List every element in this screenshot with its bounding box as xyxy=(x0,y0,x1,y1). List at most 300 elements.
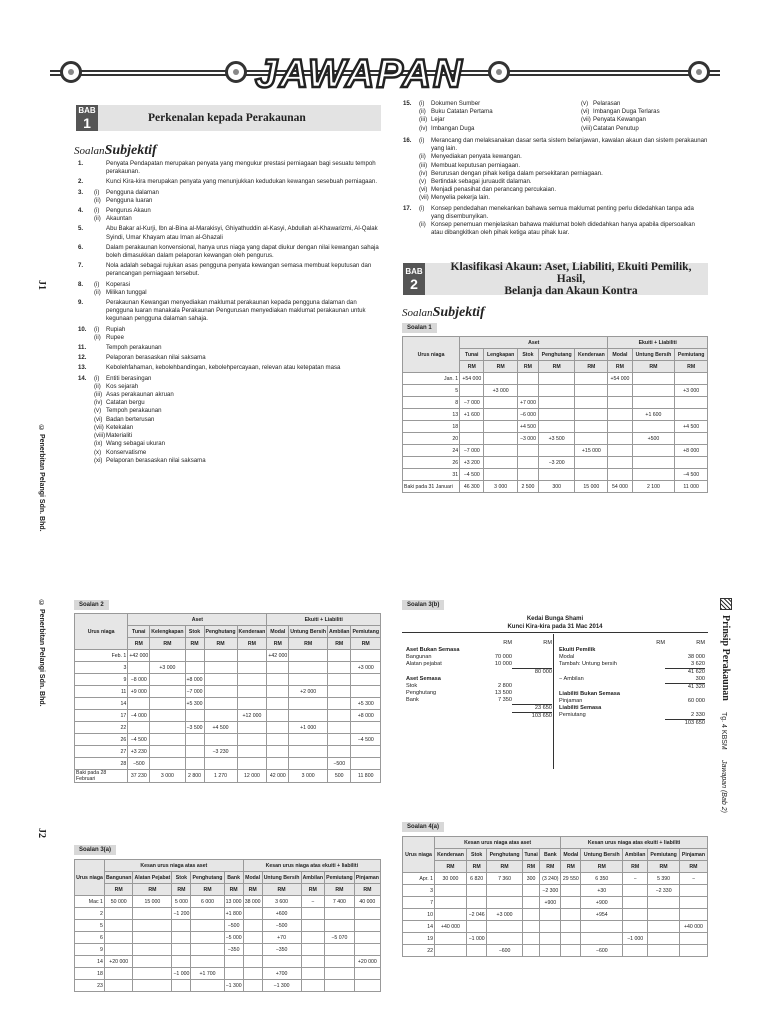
unit-cell: RM xyxy=(301,884,325,896)
table-cell xyxy=(679,933,707,945)
balance-value: 38 000 xyxy=(687,654,705,660)
table-cell xyxy=(185,710,204,722)
table-cell xyxy=(267,746,289,758)
table-cell: 17 xyxy=(75,710,128,722)
table-cell: +30 xyxy=(581,885,623,897)
table-cell xyxy=(623,885,648,897)
balance-label xyxy=(559,719,625,727)
table-cell: −600 xyxy=(581,945,623,957)
table-cell: 6 820 xyxy=(466,873,486,885)
balance-label: Liabiliti Semasa xyxy=(559,705,602,711)
table-cell: 50 000 xyxy=(104,896,133,908)
table-cell xyxy=(517,445,538,457)
table-cell xyxy=(608,409,632,421)
table-cell: (3 240) xyxy=(540,873,561,885)
list-item xyxy=(78,344,380,352)
table-header-row xyxy=(75,860,381,872)
table-cell: +3 000 xyxy=(487,909,522,921)
table-cell: Baki pada 28 Februari xyxy=(75,770,128,783)
table-cell xyxy=(237,686,267,698)
table-row xyxy=(403,445,708,457)
item-subnumber: (vi) xyxy=(419,186,428,194)
table-cell xyxy=(325,944,355,956)
list-item xyxy=(78,281,380,289)
list-item xyxy=(78,289,380,297)
table-cell xyxy=(150,722,185,734)
table-cell xyxy=(289,662,328,674)
balance-value xyxy=(512,697,552,704)
balance-value xyxy=(472,647,512,654)
item-subnumber: (ii) xyxy=(94,288,101,296)
table-cell: +900 xyxy=(540,897,561,909)
table-cell: −350 xyxy=(262,944,301,956)
table-cell xyxy=(325,920,355,932)
table-header-row xyxy=(75,872,381,884)
table-row xyxy=(403,909,708,921)
column-header-cell: Bank xyxy=(224,872,243,884)
table-cell: +5 300 xyxy=(351,698,381,710)
table-cell: +42 000 xyxy=(128,650,150,662)
table-cell: 38 000 xyxy=(243,896,262,908)
balance-value: 2 330 xyxy=(691,712,705,718)
table-cell xyxy=(301,920,325,932)
item-number xyxy=(403,170,419,178)
table-cell xyxy=(623,897,648,909)
list-item xyxy=(78,334,380,342)
table-cell: −350 xyxy=(224,944,243,956)
table-cell: +3 230 xyxy=(128,746,150,758)
group-header-cell: Ekuiti + Liabiliti xyxy=(267,614,381,626)
table-cell xyxy=(434,933,466,945)
unit-cell: RM xyxy=(204,638,237,650)
table-row xyxy=(75,662,381,674)
column-header-cell: Ambilan xyxy=(301,872,325,884)
table-cell: Baki pada 31 Januari xyxy=(403,481,460,493)
table-cell xyxy=(522,885,540,897)
balance-value xyxy=(665,705,705,712)
list-item xyxy=(403,100,708,108)
unit-cell: RM xyxy=(172,884,191,896)
table-cell xyxy=(561,885,581,897)
group-header-cell: Aset xyxy=(128,614,267,626)
column-header-cell: Pemiutang xyxy=(648,849,680,861)
table-cell xyxy=(191,956,224,968)
table-cell: −500 xyxy=(128,758,150,770)
chapter-2-band xyxy=(403,263,708,295)
balance-value: 10 000 xyxy=(494,661,512,667)
item-subnumber: (iv) xyxy=(94,399,103,407)
table-cell xyxy=(608,457,632,469)
item-number: 6. xyxy=(78,243,84,251)
item-subnumber: (ii) xyxy=(94,333,101,341)
column-header-cell: Stok xyxy=(185,626,204,638)
table-cell: −4 500 xyxy=(675,469,708,481)
table-cell xyxy=(517,373,538,385)
column-header-cell: Pinjaman xyxy=(679,849,707,861)
table-cell: 3 600 xyxy=(262,896,301,908)
balance-label: Alatan pejabat xyxy=(406,661,442,667)
table-cell: +20 000 xyxy=(104,956,133,968)
spacer xyxy=(559,640,625,647)
table-cell xyxy=(237,650,267,662)
item-text: Entiti berasingan xyxy=(106,374,152,382)
table-cell: 18 xyxy=(75,968,105,980)
item-text: Menjadi penasihat dan perancang percukaian. xyxy=(431,186,557,194)
balance-label: Aset Semasa xyxy=(406,676,441,682)
unit-cell: RM xyxy=(325,884,355,896)
item-text: Milikan tunggal xyxy=(106,288,147,296)
table-cell: 22 xyxy=(403,945,435,957)
table-cell: +1 600 xyxy=(632,409,675,421)
table-cell xyxy=(267,686,289,698)
unit-cell: RM xyxy=(289,638,328,650)
list-item xyxy=(403,170,708,178)
table-cell xyxy=(675,457,708,469)
table-cell xyxy=(262,956,301,968)
list-item xyxy=(78,178,380,186)
table-cell: 23 xyxy=(75,980,105,992)
table-cell xyxy=(466,921,486,933)
column-header-cell: Untung Bersih xyxy=(289,626,328,638)
balance-label: Tambah: Untung bersih xyxy=(559,661,617,667)
table-row xyxy=(403,433,708,445)
item-number xyxy=(78,391,94,399)
table-cell: +7 000 xyxy=(517,397,538,409)
table-cell: 40 000 xyxy=(354,896,380,908)
item-text: Pengguna luaran xyxy=(106,196,153,204)
balance-label xyxy=(559,683,625,691)
column-header-cell: Stok xyxy=(172,872,191,884)
table-cell xyxy=(351,746,381,758)
table-cell xyxy=(351,722,381,734)
table-cell xyxy=(460,433,484,445)
table-row xyxy=(403,469,708,481)
table-row xyxy=(403,885,708,897)
table-cell xyxy=(575,457,608,469)
table-cell xyxy=(237,674,267,686)
table-cell xyxy=(185,746,204,758)
table-cell xyxy=(191,980,224,992)
table-cell: 2 800 xyxy=(185,770,204,783)
table-cell xyxy=(150,686,185,698)
table-cell xyxy=(328,662,351,674)
column-header-cell: Penghutang xyxy=(204,626,237,638)
table-cell xyxy=(608,385,632,397)
table-cell: 27 xyxy=(75,746,128,758)
publisher-note: © Penerbitan Pelangi Sdn. Bhd. xyxy=(38,600,45,707)
balance-row xyxy=(559,705,705,712)
circle-ornament-icon xyxy=(225,61,247,83)
chapter-number-badge: BAB 1 xyxy=(76,105,98,131)
item-subnumber xyxy=(94,364,106,372)
soalan-4a-table xyxy=(402,836,708,957)
unit-cell: RM xyxy=(133,884,172,896)
table-cell xyxy=(133,920,172,932)
table-cell: 10 xyxy=(403,909,435,921)
table-cell: 7 xyxy=(403,897,435,909)
item-number xyxy=(78,424,94,432)
table-cell xyxy=(522,909,540,921)
item-number xyxy=(78,457,94,465)
table-cell xyxy=(484,409,518,421)
table-cell: 9 xyxy=(75,944,105,956)
table-cell xyxy=(522,933,540,945)
table-cell xyxy=(237,722,267,734)
table-cell xyxy=(466,885,486,897)
unit-cell: RM xyxy=(224,884,243,896)
group-header-cell: Aset xyxy=(460,337,608,349)
table-cell xyxy=(289,710,328,722)
table-cell xyxy=(484,469,518,481)
table-cell xyxy=(517,469,538,481)
item-subnumber: (v) xyxy=(94,407,102,415)
item-text: Imbangan Duga Terlaras xyxy=(593,108,660,116)
balance-label: Stok xyxy=(406,683,418,689)
item-number xyxy=(78,334,94,342)
table-row xyxy=(75,920,381,932)
table-cell xyxy=(538,385,574,397)
table-row xyxy=(403,897,708,909)
table-cell xyxy=(484,457,518,469)
table-cell xyxy=(185,662,204,674)
balance-row xyxy=(559,683,705,691)
table-cell xyxy=(328,722,351,734)
table-cell xyxy=(325,980,355,992)
row-header-cell: Urus niaga xyxy=(75,614,128,650)
item-number xyxy=(78,215,94,223)
item-subnumber: (iv) xyxy=(419,169,428,177)
column-header-cell: Kenderaan xyxy=(237,626,267,638)
item-subnumber xyxy=(94,244,106,260)
table-cell: −6 000 xyxy=(517,409,538,421)
table-cell: 9 xyxy=(75,674,128,686)
table-cell: 3 000 xyxy=(289,770,328,783)
table-cell: +3 000 xyxy=(675,385,708,397)
table-row xyxy=(403,397,708,409)
group-header-cell: Kesan urus niaga atas aset xyxy=(104,860,243,872)
list-item xyxy=(78,375,380,383)
balance-row xyxy=(559,668,705,676)
circle-ornament-icon xyxy=(60,61,82,83)
unit-cell: RM xyxy=(484,361,518,373)
table-cell xyxy=(484,433,518,445)
table-cell xyxy=(487,921,522,933)
item-number xyxy=(403,194,419,202)
item-text: Tempoh perakaunan xyxy=(106,344,162,352)
soalan-2-label: Soalan 2 xyxy=(74,600,109,610)
list-item xyxy=(78,432,380,440)
item-number: 7. xyxy=(78,262,84,270)
column-header-cell: Kenderaan xyxy=(434,849,466,861)
table-cell xyxy=(191,944,224,956)
item-number: 14. xyxy=(78,374,87,382)
unit-cell: RM xyxy=(656,640,665,646)
item-text: Menyediakan penyata kewangan. xyxy=(431,153,522,161)
column-header-cell: Kelengkapan xyxy=(150,626,185,638)
item-number xyxy=(403,221,419,237)
item-text: Pelaporan berasaskan nilai saksama xyxy=(106,354,206,362)
table-cell xyxy=(267,722,289,734)
table-cell xyxy=(538,409,574,421)
item-number: 4. xyxy=(78,207,84,215)
item-number xyxy=(403,108,419,116)
table-cell xyxy=(104,980,133,992)
item-text: Dokumen Sumber xyxy=(431,100,481,107)
table-cell xyxy=(351,758,381,770)
item-subnumber: (iii) xyxy=(419,116,428,124)
table-cell xyxy=(675,397,708,409)
table-cell xyxy=(575,433,608,445)
table-cell: − xyxy=(301,896,325,908)
table-cell: −5 070 xyxy=(325,932,355,944)
item-subnumber xyxy=(94,160,106,176)
unit-cell: RM xyxy=(487,861,522,873)
table-cell xyxy=(104,944,133,956)
table-row xyxy=(403,921,708,933)
column-header-cell: Ambilan xyxy=(623,849,648,861)
table-cell xyxy=(301,944,325,956)
table-cell xyxy=(575,469,608,481)
table-cell xyxy=(243,932,262,944)
table-cell xyxy=(354,968,380,980)
table-cell: 12 000 xyxy=(237,770,267,783)
item-number: 5. xyxy=(78,225,84,233)
table-cell: −1 000 xyxy=(466,933,486,945)
table-row xyxy=(75,650,381,662)
item-subnumber: (i) xyxy=(94,374,100,382)
table-cell xyxy=(267,758,289,770)
table-cell: −3 000 xyxy=(517,433,538,445)
balance-row xyxy=(406,683,552,690)
item-text: Materialiti xyxy=(106,432,133,440)
item-text: Tempoh perakaunan xyxy=(106,407,162,415)
item-subnumber: (iv) xyxy=(419,124,428,132)
item-number xyxy=(78,197,94,205)
table-cell: 6 xyxy=(75,932,105,944)
item-text: Buku Catatan Pertama xyxy=(431,108,493,116)
table-cell xyxy=(328,734,351,746)
balance-value xyxy=(625,654,665,661)
table-cell xyxy=(632,373,675,385)
item-subnumber: (i) xyxy=(419,137,425,144)
table-cell xyxy=(575,373,608,385)
table-header-row xyxy=(403,337,708,349)
table-cell: 1 270 xyxy=(204,770,237,783)
item-number: 10. xyxy=(78,325,87,333)
table-cell xyxy=(172,956,191,968)
soalan-3a-table xyxy=(74,859,381,992)
table-cell: +900 xyxy=(581,897,623,909)
column-header-cell: Stok xyxy=(517,349,538,361)
table-cell xyxy=(608,445,632,457)
table-row xyxy=(75,710,381,722)
item-text: Akauntan xyxy=(106,215,132,223)
table-cell: 3 000 xyxy=(150,770,185,783)
balance-value xyxy=(625,647,665,654)
table-cell xyxy=(267,734,289,746)
table-cell: +4 500 xyxy=(675,421,708,433)
table-cell: 2 xyxy=(75,908,105,920)
item-subnumber: (vii) xyxy=(419,194,429,202)
item-text: Kebolehfahaman, kebolehbandingan, kebolehpercayaan, relevan atau ketepatan masa xyxy=(106,364,341,372)
balance-row xyxy=(559,698,705,705)
item-text: Rupiah xyxy=(106,325,126,333)
balance-value xyxy=(512,676,552,683)
balance-value xyxy=(472,668,512,676)
table-cell xyxy=(354,932,380,944)
table-cell xyxy=(675,409,708,421)
table-cell xyxy=(540,909,561,921)
list-item xyxy=(403,178,708,186)
item-number xyxy=(78,449,94,457)
balance-label: Modal xyxy=(559,654,575,660)
item-number xyxy=(403,116,419,124)
balance-label xyxy=(559,668,625,676)
row-header-cell: Urus niaga xyxy=(403,337,460,373)
balance-row xyxy=(406,690,552,697)
balance-value xyxy=(625,661,665,668)
item-text: Konsep pendedahan menekankan bahawa semua maklumat penting perlu didedahkan tanpa ada yang disembunyikan. xyxy=(431,204,694,220)
column-header-cell: Lengkapan xyxy=(484,349,518,361)
table-cell: −1 300 xyxy=(224,980,243,992)
chapter-title: Perkenalan kepada Perakaunan xyxy=(148,112,306,124)
list-item xyxy=(403,108,708,116)
unit-cell: RM xyxy=(503,640,512,646)
table-cell: −4 500 xyxy=(128,734,150,746)
item-text: Penyata Pendapatan merupakan penyata yang mengukur prestasi perniagaan bagi sesuatu tempoh perakaunan. xyxy=(106,160,376,176)
balance-row xyxy=(559,654,705,661)
item-number xyxy=(78,399,94,407)
balance-label: Liabiliti Bukan Semasa xyxy=(559,691,620,697)
table-cell: −1 000 xyxy=(172,968,191,980)
balance-value: 41 320 xyxy=(665,683,705,691)
table-cell: +54 000 xyxy=(460,373,484,385)
table-cell xyxy=(632,469,675,481)
table-cell: 5 xyxy=(75,920,105,932)
unit-cell: RM xyxy=(104,884,133,896)
table-cell: +3 200 xyxy=(460,457,484,469)
unit-cell: RM xyxy=(267,638,289,650)
table-cell: +9 000 xyxy=(128,686,150,698)
table-cell xyxy=(538,421,574,433)
row-header-cell: Urus niaga xyxy=(403,837,435,873)
item-text: Membuat keputusan perniagaan. xyxy=(431,161,521,169)
unit-cell: RM xyxy=(517,361,538,373)
item-number xyxy=(78,416,94,424)
table-cell xyxy=(172,932,191,944)
table-cell xyxy=(237,746,267,758)
table-cell: +1 600 xyxy=(460,409,484,421)
balance-header-row xyxy=(559,640,705,647)
table-cell xyxy=(540,945,561,957)
table-cell: +15 000 xyxy=(575,445,608,457)
table-cell: −500 xyxy=(262,920,301,932)
row-header-cell: Urus niaga xyxy=(75,860,105,896)
table-cell: 300 xyxy=(538,481,574,493)
item-text: Koperasi xyxy=(106,280,131,288)
table-cell: +8 000 xyxy=(675,445,708,457)
table-cell: 26 xyxy=(403,457,460,469)
item-text: Imbangan Duga xyxy=(431,124,475,132)
item-number: 16. xyxy=(403,137,412,144)
list-item xyxy=(78,207,380,215)
item-subnumber: (ii) xyxy=(94,382,101,390)
table-cell xyxy=(204,686,237,698)
column-header-cell: Tunai xyxy=(522,849,540,861)
unit-cell: RM xyxy=(354,884,380,896)
balance-row xyxy=(559,676,705,683)
header-banner xyxy=(50,40,720,98)
